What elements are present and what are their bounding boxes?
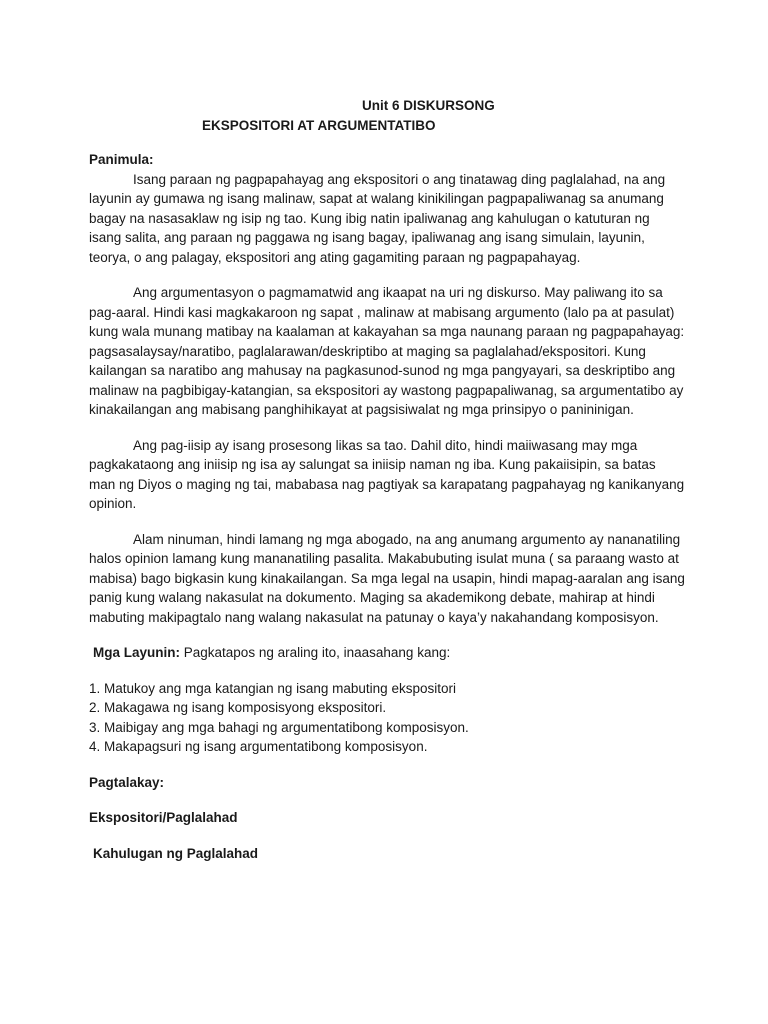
intro-paragraph-4: Alam ninuman, hindi lamang ng mga abogado, na ang anumang argumento ay nananatiling halos opinion lamang kung mananatiling pasalita. Makabubuting isulat muna ( sa paraang wasto at mabisa) bago bigkasin kung kinakailangan. Sa mga legal na usapin, hindi mapag-aaralan ang isang panig kung walang nakasulat na dokumento. Maging sa akademikong debate, mahirap at hindi mabuting makipagtalo nang walang nakasulat na patunay o kaya’y nakahandang komposisyon. <box>89 531 685 625</box>
objectives-text: Pagkatapos ng araling ito, inaasahang kang: <box>183 645 451 660</box>
list-item: 2. Makagawa ng isang komposisyong ekspositori. <box>89 700 387 715</box>
intro-heading: Panimula: <box>89 152 154 167</box>
document-body <box>89 150 685 863</box>
objectives-list <box>89 679 685 757</box>
discussion-subheading: Ekspositori/Paglalahad <box>89 810 238 825</box>
objectives-line <box>89 643 685 663</box>
intro-paragraph-2: Ang argumentasyon o pagmamatwid ang ikaapat na uri ng diskurso. May paliwang ito sa pag-aaral. Hindi kasi magkakaroon ng sapat , malinaw at mabisang argumento (lalo pa at pasulat) kung wala munang matibay na kaalaman at kakayahan sa mga naunang paraan ng pagpapahayag: pagsasalaysay/naratibo, paglalarawan/deskriptibo at maging sa paglalahad/ekspositori. Kung kailangan sa naratibo ang mahusay na pagkasunod-sunod ng mga pangyayari, sa deskriptibo ang malinaw na pagbibigay-katangian, sa ekspositori ay wastong pagpapaliwanag, sa argumentatibo ay kinakailangan ang mabisang panghihikayat at pagsisiwalat ng mga prinsipyo o panininigan. <box>89 285 685 417</box>
list-item: 3. Maibigay ang mga bahagi ng argumentatibong komposisyon. <box>89 719 469 735</box>
intro-paragraph-1: Isang paraan ng pagpapahayag ang ekspositori o ang tinatawag ding paglalahad, na ang layunin ay gumawa ng isang malinaw, sapat at walang kinikilingan pagpapaliwanag sa anumang bagay na nasasaklaw ng isip ng tao. Kung ibig natin ipaliwanag ang kahulugan o katuturan ng isang salita, ang paraan ng paggawa ng isang bagay, ipaliwanag ang isang simulain, layunin, teorya, o ang palagay, ekspositori ang ating gagamiting paraan ng pagpapahayag. <box>89 171 666 265</box>
objectives-label: Mga Layunin: <box>93 645 180 660</box>
list-item: 1. Matukoy ang mga katangian ng isang mabuting ekspositori <box>89 680 456 696</box>
list-item: 4. Makapagsuri ng isang argumentatibong komposisyon. <box>89 739 428 754</box>
discussion-subsubheading: Kahulugan ng Paglalahad <box>93 845 259 861</box>
intro-paragraph-3: Ang pag-iisip ay isang prosesong likas sa tao. Dahil dito, hindi maiiwasang may mga pagkakataong ang iniisip ng isa ay salungat sa iniisip naman ng iba. Kung pakaiisipin, sa batas man ng Diyos o maging ng tai, mababasa nag pagtiyak sa karapatang pagpahayag ng kanikanyang opinion. <box>89 437 685 511</box>
title-line-2: EKSPOSITORI AT ARGUMENTATIBO <box>202 118 436 133</box>
title-line-1: Unit 6 DISKURSONG <box>362 98 495 113</box>
discussion-heading: Pagtalakay: <box>89 774 165 790</box>
